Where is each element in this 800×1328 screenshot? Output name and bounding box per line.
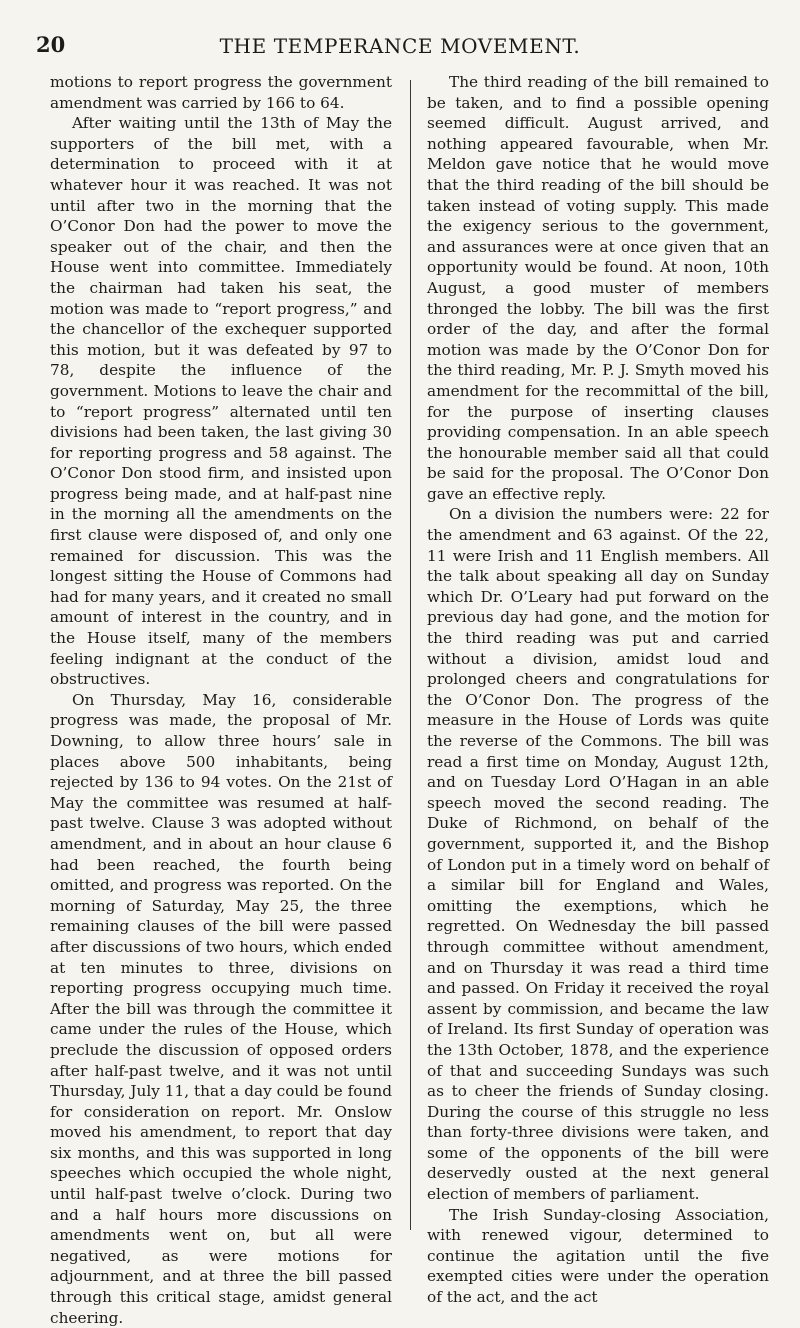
page-number: 20 [36, 32, 66, 57]
running-title: THE TEMPERANCE MOVEMENT. [219, 34, 581, 58]
paragraph: On a division the numbers were: 22 for the amendment and 63 against. Of the 22, 11 were Irish and 11 English members. All the talk about speaking all day on Sunday which Dr. O’Leary had put forward on the previous day had gone, and the motion for the third reading was put and carried without a division, amidst loud and prolonged cheers and congratulations for the O’Conor Don. The progress of the measure in the House of Lords was quite the reverse of the Commons. The bill was read a first time on Monday, August 12th, and on Tuesday Lord O’Hagan in an able speech moved the second reading. The Duke of Richmond, on behalf of the government, supported it, and the Bishop of London put in a timely word on behalf of a similar bill for England and Wales, omitting the exemptions, which he regretted. On Wednesday the bill passed through committee without amendment, and on Thursday it was read a third time and passed. On Friday it received the royal assent by commission, and became the law of Ireland. Its first Sunday of operation was the 13th October, 1878, and the experience of that and succeeding Sundays was such as to cheer the friends of Sunday closing. During the course of this struggle no less than forty-three divisions were taken, and some of the opponents of the bill were deservedly ousted at the next general election of members of parliament. [427, 505, 769, 1204]
paragraph: On Thursday, May 16, considerable progress was made, the proposal of Mr. Downing, to allow three hours’ sale in places above 500 inhabitants, being rejected by 136 to 94 votes. On the 21st of May the committee was resumed at half-past twelve. Clause 3 was adopted without amendment, and in about an hour clause 6 had been reached, the fourth being omitted, and progress was reported. On the morning of Saturday, May 25, the three remaining clauses of the bill were passed after discussions of two hours, which ended at ten minutes to three, divisions on reporting progress occupying much time. After the bill was through the committee it came under the rules of the House, which preclude the discussion of opposed orders after half-past twelve, and it was not until Thursday, July 11, that a day could be found for consideration on report. Mr. Onslow moved his amendment, to report that day six months, and this was supported in long speeches which occupied the whole night, until half-past twelve o’clock. During two and a half hours more discussions on amendments went on, but all were negatived, as were motions for adjournment, and at three the bill passed through this critical stage, amidst general cheering. [50, 690, 392, 1327]
right-column [427, 72, 769, 1308]
paragraph: motions to report progress the government amendment was carried by 166 to 64. [50, 73, 392, 112]
left-column [50, 72, 392, 1328]
column-divider [410, 80, 411, 1230]
paragraph: The third reading of the bill remained to be taken, and to find a possible opening seemed difficult. August arrived, and nothing appeared favourable, when Mr. Meldon gave notice that he would move that the third reading of the bill should be taken instead of voting supply. This made the exigency serious to the government, and assurances were at once given that an opportunity would be found. At noon, 10th August, a good muster of members thronged the lobby. The bill was the first order of the day, and after the formal motion was made by the O’Conor Don for the third reading, Mr. P. J. Smyth moved his amendment for the recommittal of the bill, for the purpose of inserting clauses providing compensation. In an able speech the honourable member said all that could be said for the proposal. The O’Conor Don gave an effective reply. [427, 73, 769, 503]
page-header [0, 32, 800, 62]
paragraph: The Irish Sunday-closing Association, with renewed vigour, determined to continue the agitation until the five exempted cities were under the operation of the act, and the act [427, 1205, 769, 1307]
paragraph: After waiting until the 13th of May the supporters of the bill met, with a determination to proceed with it at whatever hour it was reached. It was not until after two in the morning that the O’Conor Don had the power to move the speaker out of the chair, and then the House went into committee. Immediately the chairman had taken his seat, the motion was made to “report progress,” and the chancellor of the exchequer supported this motion, but it was defeated by 97 to 78, despite the influence of the government. Motions to leave the chair and to “report progress” alternated until ten divisions had been taken, the last giving 30 for reporting progress and 58 against. The O’Conor Don stood firm, and insisted upon progress being made, and at half-past nine in the morning all the amendments on the first clause were disposed of, and only one remained for discussion. This was the longest sitting the House of Commons had had for many years, and it created no small amount of interest in the country, and in the House itself, many of the members feeling indignant at the conduct of the obstructives. [50, 114, 392, 689]
